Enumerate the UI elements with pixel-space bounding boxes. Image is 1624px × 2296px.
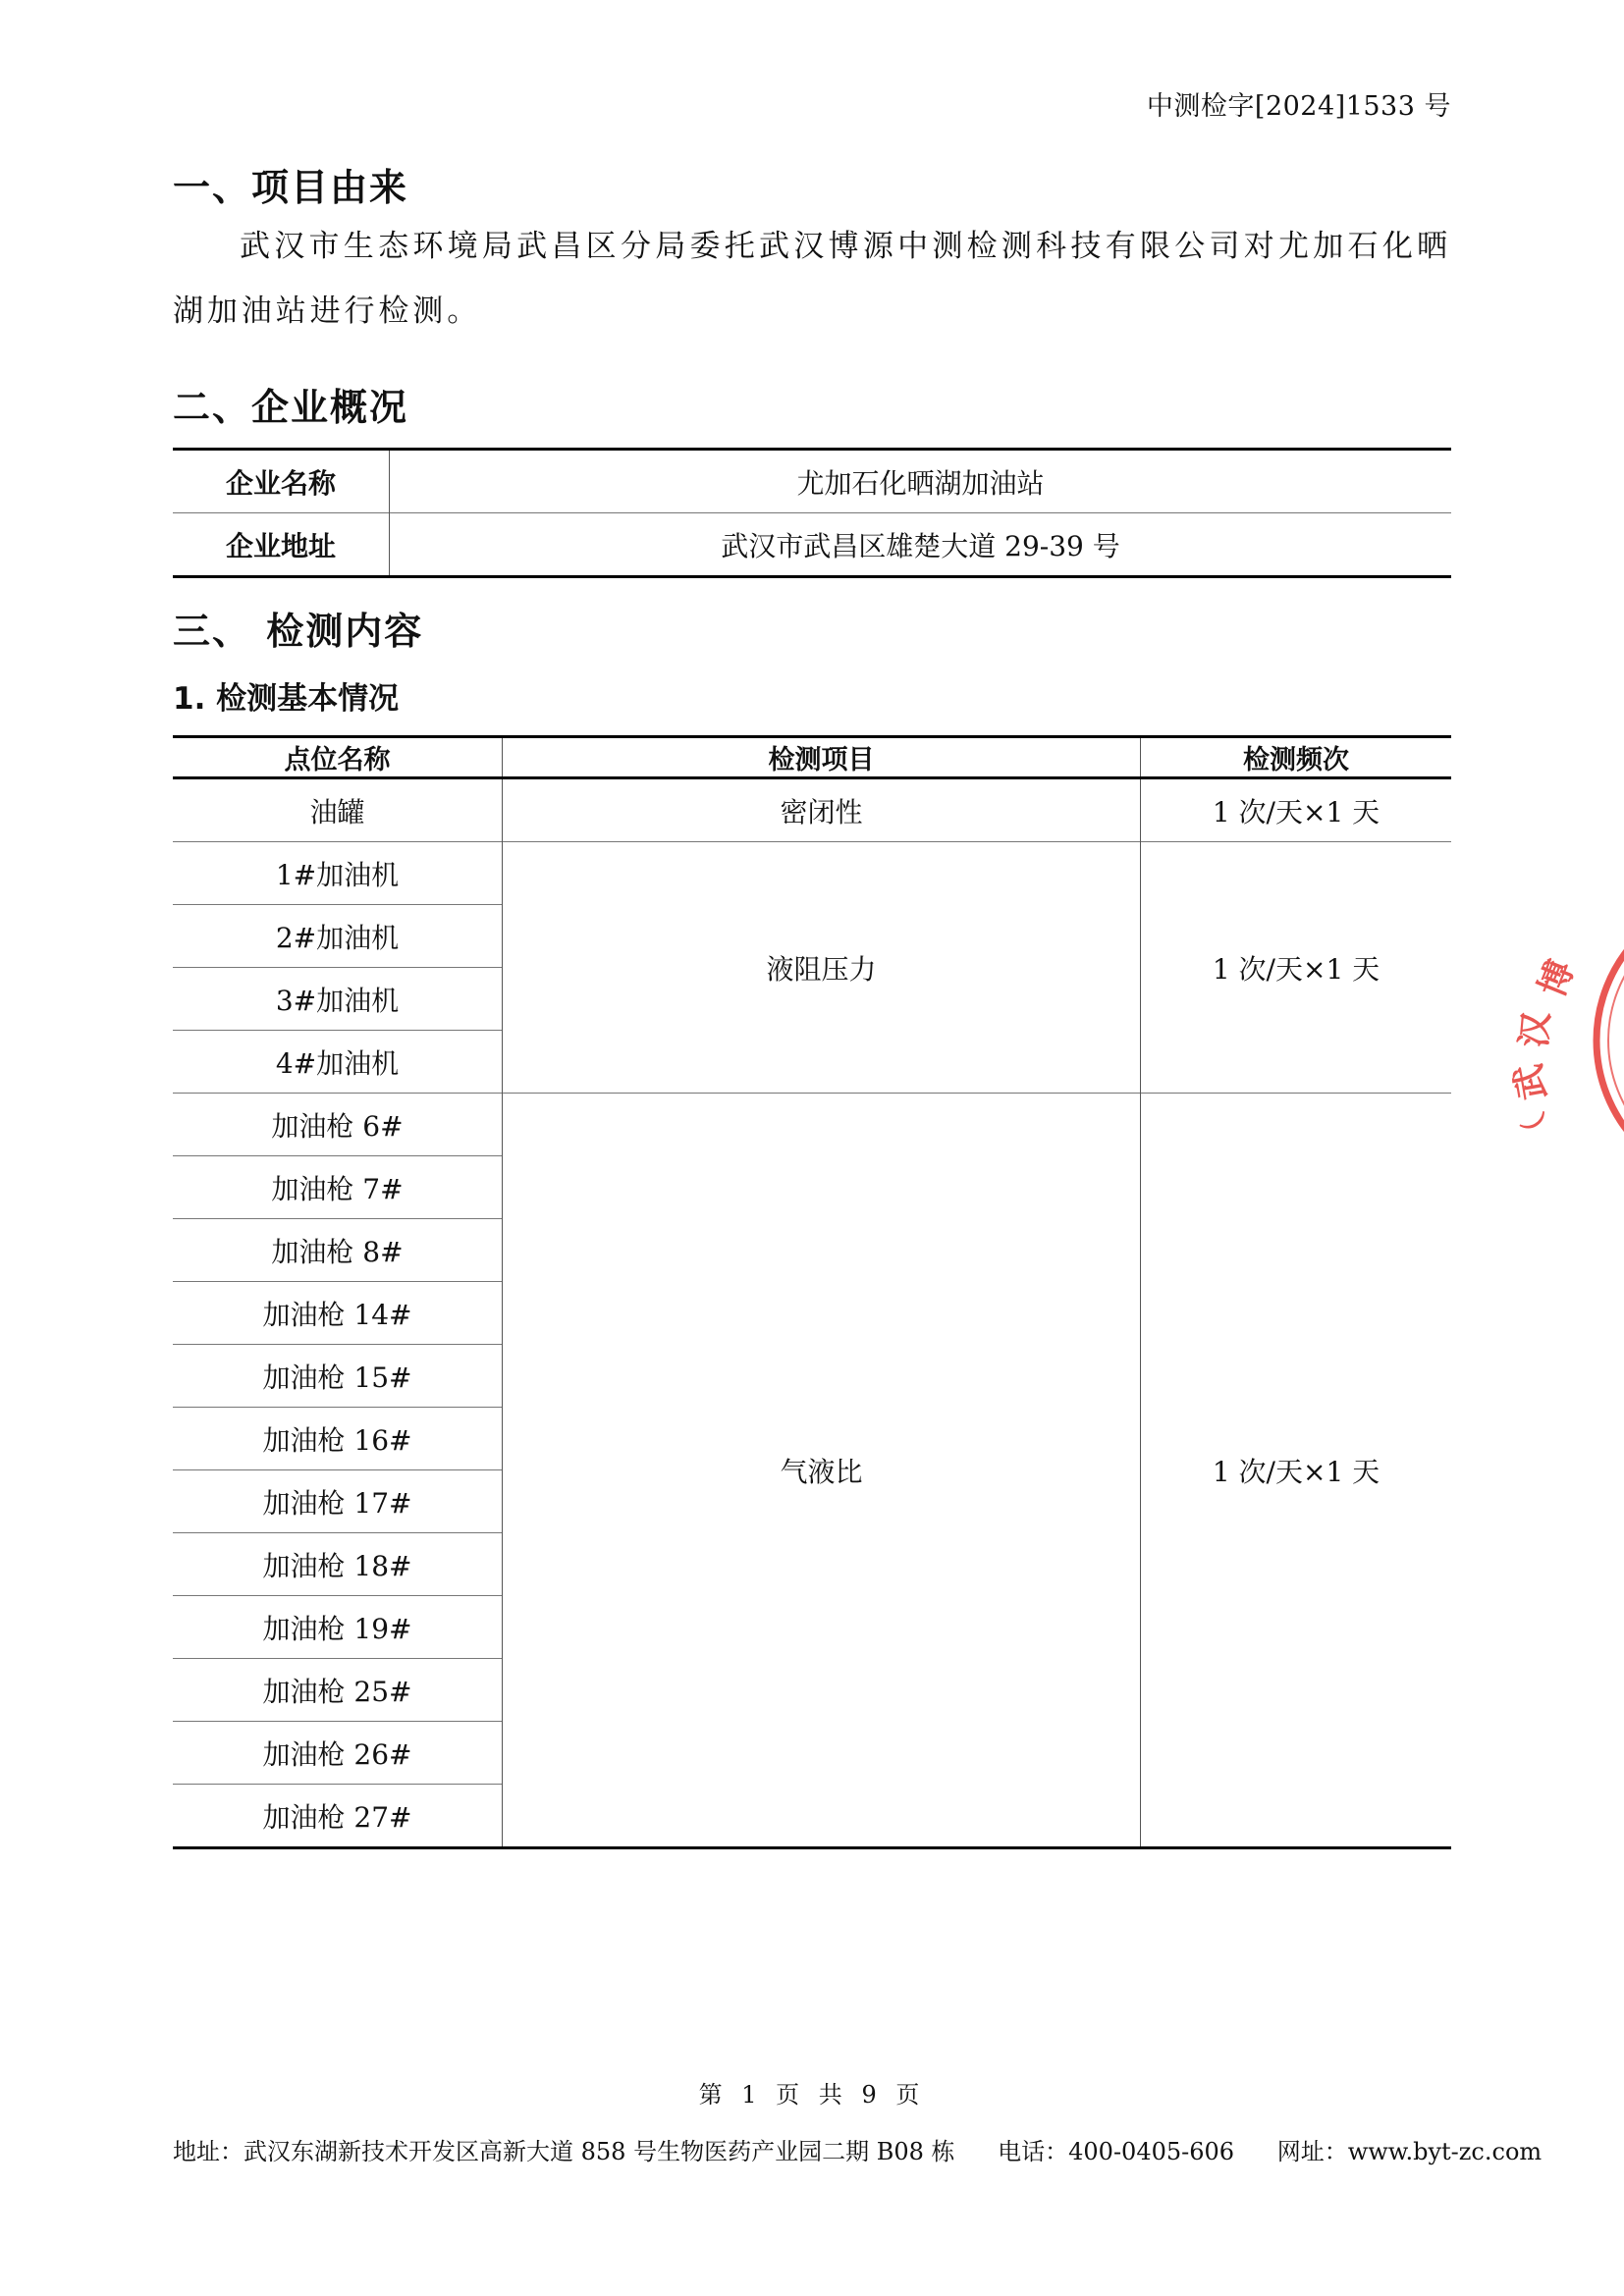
svg-text:武: 武: [1508, 1060, 1554, 1103]
header-point-name: 点位名称: [173, 737, 503, 778]
point-name-cell: 加油枪 6#: [173, 1094, 503, 1156]
point-name-cell: 加油枪 14#: [173, 1282, 503, 1345]
point-name-cell: 加油枪 8#: [173, 1219, 503, 1282]
point-name-cell: 加油枪 16#: [173, 1408, 503, 1470]
detection-item-cell: 液阻压力: [503, 842, 1141, 1094]
header-frequency: 检测频次: [1141, 737, 1452, 778]
point-name-cell: 3#加油机: [173, 968, 503, 1031]
enterprise-name-value: 尤加石化晒湖加油站: [390, 450, 1452, 513]
enterprise-info-table: [173, 448, 1451, 578]
table-row: [173, 778, 1451, 842]
table-row: [173, 513, 1451, 577]
detection-table: [173, 735, 1451, 1849]
point-name-cell: 加油枪 7#: [173, 1156, 503, 1219]
point-name-cell: 加油枪 19#: [173, 1596, 503, 1659]
detection-item-cell: 密闭性: [503, 778, 1141, 842]
footer-phone: 电话：400-0405-606: [998, 2138, 1235, 2165]
enterprise-address-label: 企业地址: [173, 513, 390, 577]
point-name-cell: 加油枪 26#: [173, 1722, 503, 1785]
frequency-cell: 1 次/天×1 天: [1141, 778, 1452, 842]
section-1-title: 一、项目由来: [173, 166, 409, 209]
footer-address: 地址：武汉东湖新技术开发区高新大道 858 号生物医药产业园二期 B08 栋: [173, 2138, 955, 2165]
section-3-title: 三、 检测内容: [173, 610, 424, 653]
table-row: [173, 450, 1451, 513]
frequency-cell: 1 次/天×1 天: [1141, 1094, 1452, 1848]
point-name-cell: 加油枪 27#: [173, 1785, 503, 1848]
table-header-row: [173, 737, 1451, 778]
section-3-subtitle: 1. 检测基本情况: [173, 681, 400, 717]
point-name-cell: 加油枪 25#: [173, 1659, 503, 1722]
point-name-cell: 加油枪 18#: [173, 1533, 503, 1596]
page-number: 第 1 页 共 9 页: [698, 2081, 926, 2109]
header-detection-item: 检测项目: [503, 737, 1141, 778]
frequency-cell: 1 次/天×1 天: [1141, 842, 1452, 1094]
svg-text:汉: 汉: [1514, 1010, 1558, 1049]
svg-text:博: 博: [1532, 954, 1583, 1003]
footer-website: 网址：www.byt-zc.com: [1276, 2138, 1543, 2165]
detection-table-body: [173, 778, 1451, 1848]
enterprise-name-label: 企业名称: [173, 450, 390, 513]
footer: [173, 2132, 1542, 2166]
section-1-paragraph: 武汉市生态环境局武昌区分局委托武汉博源中测检测科技有限公司对尤加石化晒湖加油站进行检测。: [173, 229, 1451, 329]
report-number: 中测检字[2024]1533 号: [1146, 91, 1451, 122]
table-row: [173, 1094, 1451, 1156]
enterprise-address-value: 武汉市武昌区雄楚大道 29-39 号: [390, 513, 1452, 577]
company-seal-stamp: [1508, 883, 1624, 1198]
point-name-cell: 油罐: [173, 778, 503, 842]
point-name-cell: 4#加油机: [173, 1031, 503, 1094]
point-name-cell: 加油枪 15#: [173, 1345, 503, 1408]
point-name-cell: 1#加油机: [173, 842, 503, 905]
section-2-title: 二、企业概况: [173, 386, 409, 429]
point-name-cell: 加油枪 17#: [173, 1470, 503, 1533]
point-name-cell: 2#加油机: [173, 905, 503, 968]
svg-text:（: （: [1517, 1107, 1562, 1150]
detection-item-cell: 气液比: [503, 1094, 1141, 1848]
table-row: [173, 842, 1451, 905]
